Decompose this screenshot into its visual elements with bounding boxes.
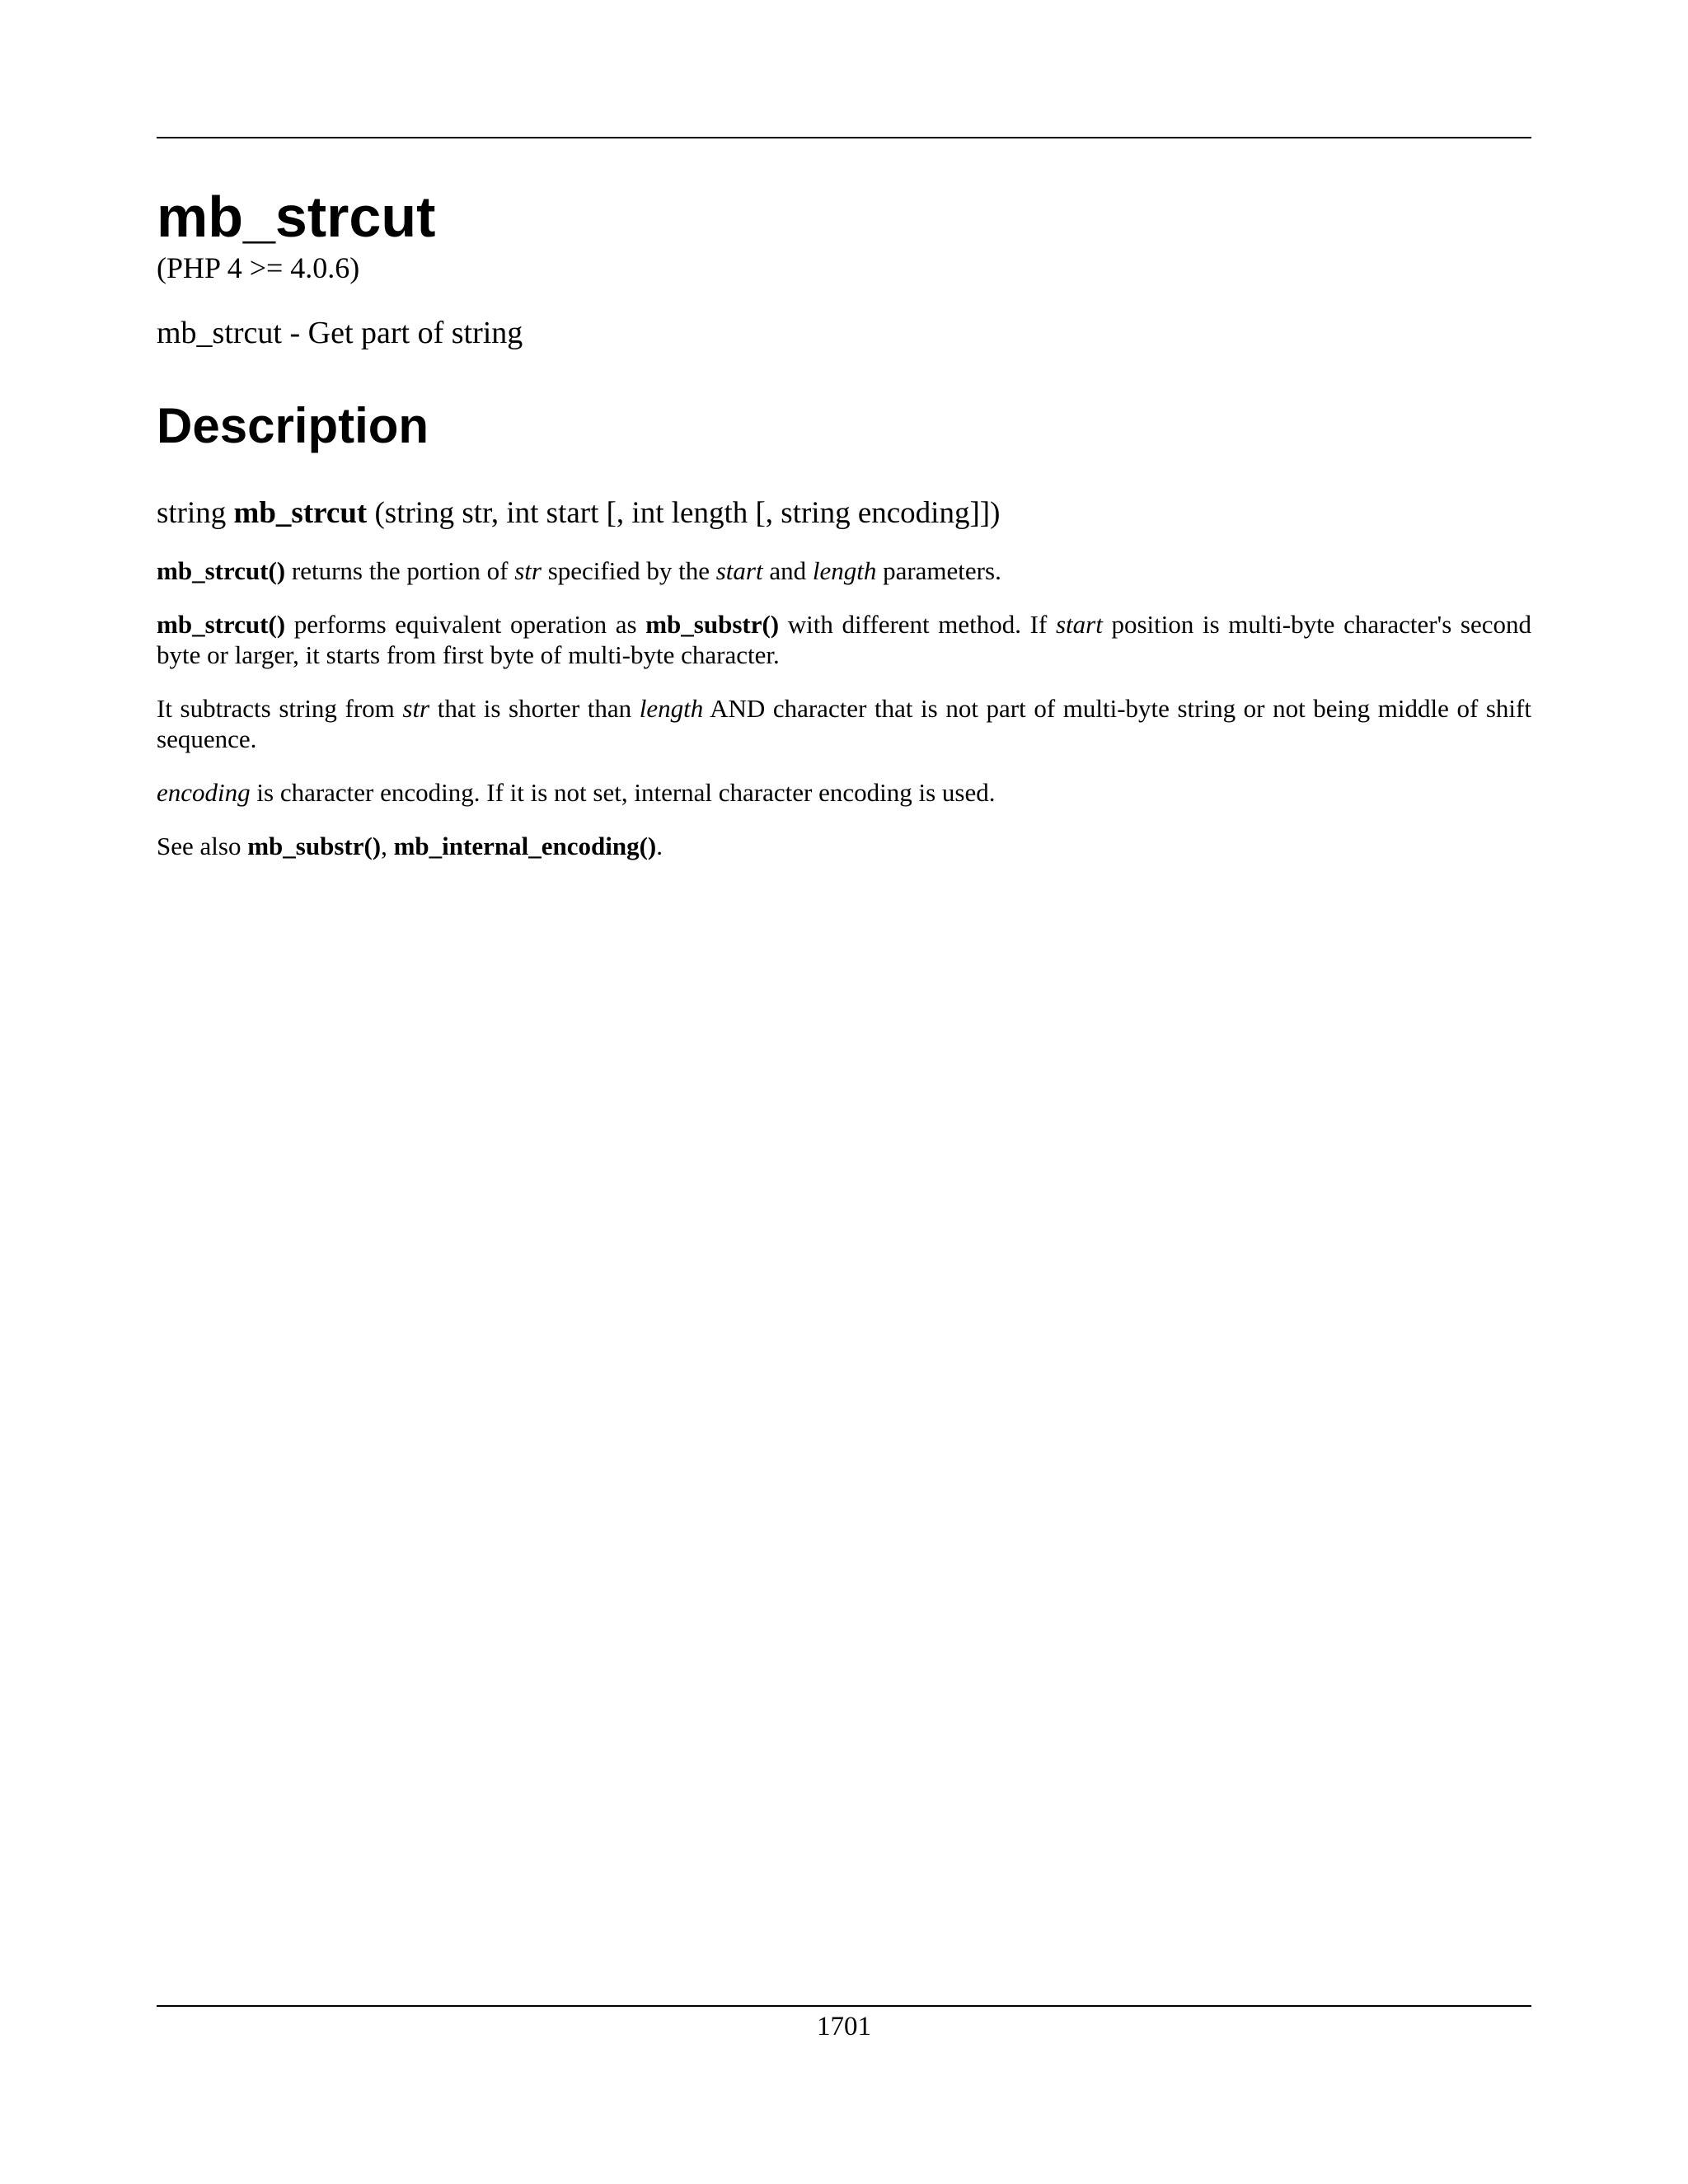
param-ref: length: [639, 694, 704, 724]
function-ref: mb_strcut(): [157, 556, 286, 586]
paragraph-subtracts: [157, 693, 1531, 754]
synopsis-function-name: mb_strcut: [233, 496, 368, 531]
param-ref: encoding: [157, 778, 251, 808]
text-run: ,: [381, 832, 394, 861]
synopsis-params: (string str, int start [, int length [, string encoding]]): [374, 496, 1001, 531]
function-ref: mb_substr(): [645, 610, 780, 640]
text-run: and: [762, 556, 813, 586]
document-body: [157, 185, 1531, 861]
text-run: It subtracts string from: [157, 694, 403, 724]
param-ref: start: [715, 556, 763, 586]
text-run: See also: [157, 832, 248, 861]
paragraph-method: [157, 609, 1531, 670]
text-run: specified by the: [541, 556, 716, 586]
page-title: mb_strcut: [157, 185, 436, 249]
text-run: performs equivalent operation as: [285, 610, 646, 640]
text-run: .: [656, 832, 663, 861]
version-info: (PHP 4 >= 4.0.6): [157, 251, 360, 284]
function-purpose: mb_strcut - Get part of string: [157, 315, 523, 350]
text-run: position is multi-byte character's second byte or larger, it starts from first byte of multi-byte character.: [157, 610, 1531, 670]
param-ref: str: [402, 694, 430, 724]
text-run: that is shorter than: [429, 694, 640, 724]
param-ref: length: [812, 556, 877, 586]
see-also: [157, 831, 1531, 861]
section-heading-description: Description: [157, 398, 429, 454]
text-run: is character encoding. If it is not set, internal character encoding is used.: [250, 778, 996, 808]
footer-rule: [157, 2005, 1531, 2007]
function-synopsis: [157, 497, 1531, 531]
param-ref: str: [514, 556, 542, 586]
text-run: parameters.: [876, 556, 1001, 586]
text-run: returns the portion of: [285, 556, 515, 586]
function-ref: mb_strcut(): [157, 610, 286, 640]
page-number: 1701: [817, 2012, 871, 2041]
see-also-link-mb-substr[interactable]: mb_substr(): [247, 832, 382, 861]
paragraph-encoding: [157, 777, 1531, 808]
paragraph-returns: [157, 555, 1531, 586]
text-run: with different method. If: [779, 610, 1056, 640]
param-ref: start: [1055, 610, 1103, 640]
text-run: AND character that is not part of multi-byte string or not being middle of shift sequence.: [157, 694, 1531, 754]
synopsis-return-type: string: [157, 496, 227, 531]
header-rule: [157, 137, 1531, 138]
see-also-link-mb-internal-encoding[interactable]: mb_internal_encoding(): [393, 832, 657, 861]
